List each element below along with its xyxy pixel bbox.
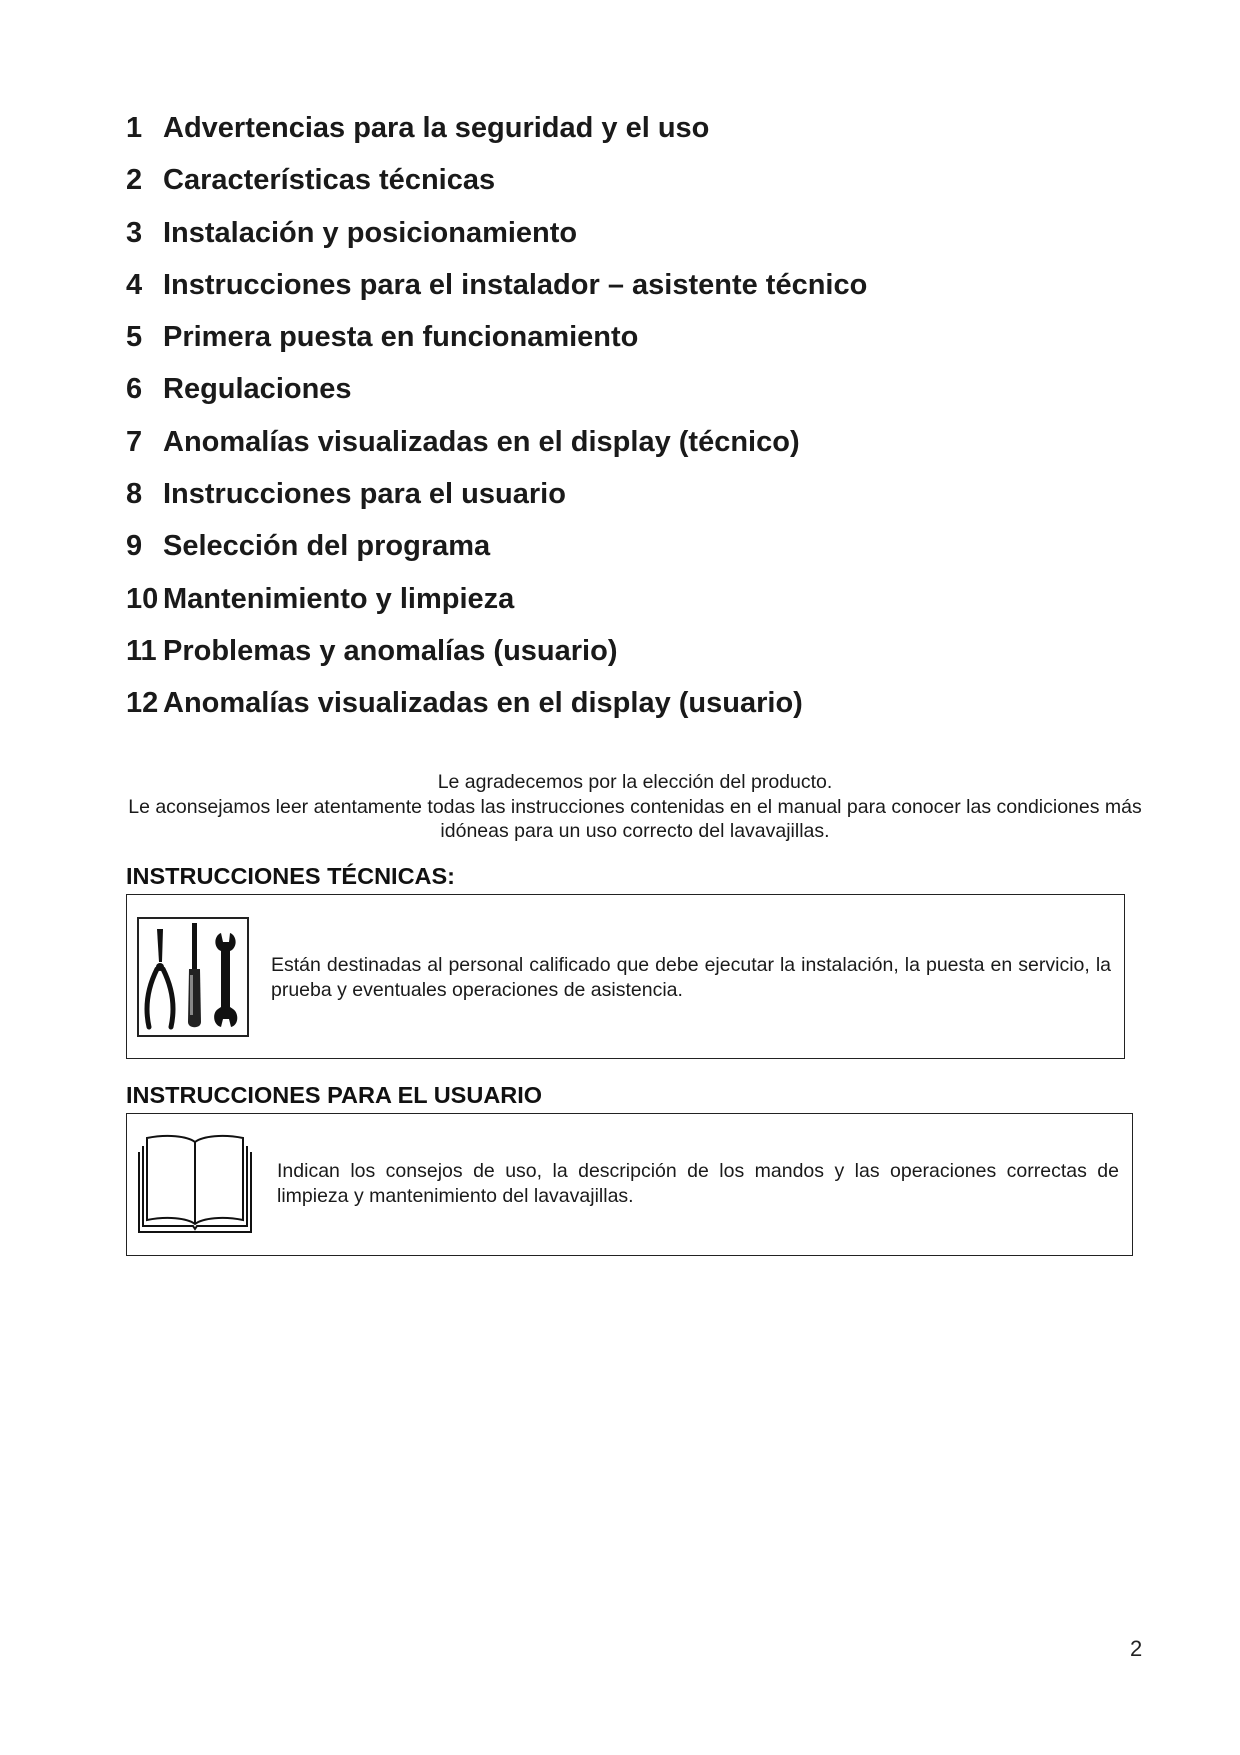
page-number: 2 [1130, 1636, 1143, 1661]
toc-number: 12 [126, 687, 159, 720]
toc-item[interactable] [126, 426, 1126, 478]
toc-item[interactable] [126, 530, 1126, 582]
toc-item[interactable] [126, 164, 1126, 216]
toc-number: 7 [126, 425, 143, 458]
toc-item[interactable] [126, 373, 1126, 425]
toc-title: Advertencias para la seguridad y el uso [163, 112, 710, 144]
toc-title: Instrucciones para el usuario [163, 478, 566, 511]
toc-title: Primera puesta en funcionamiento [163, 321, 639, 354]
toc-title: Anomalías visualizadas en el display (usuario) [163, 687, 803, 720]
open-book-icon [137, 1132, 253, 1241]
toc-title: Instrucciones para el instalador – asistente técnico [163, 268, 868, 301]
toc-number: 11 [126, 634, 157, 667]
toc-item[interactable] [126, 583, 1126, 635]
toc-title: Selección del programa [163, 530, 491, 563]
technical-instructions-box [126, 894, 1125, 1059]
toc-item[interactable] [126, 112, 1126, 164]
toc-title: Problemas y anomalías (usuario) [163, 634, 618, 667]
toc-title: Mantenimiento y limpieza [163, 582, 515, 615]
toc-title: Anomalías visualizadas en el display (técnico) [163, 425, 800, 458]
toc-number: 5 [126, 321, 143, 354]
toc-number: 4 [126, 268, 143, 301]
toc-number: 9 [126, 530, 143, 563]
user-heading: INSTRUCCIONES PARA EL USUARIO [126, 1082, 543, 1108]
toc-item[interactable] [126, 635, 1126, 687]
user-text: Indican los consejos de uso, la descripción de los mandos y las operaciones correctas de limpieza y mantenimiento del lavavajillas. [277, 1160, 1119, 1207]
toc-title: Regulaciones [163, 373, 352, 406]
tools-icon [137, 917, 249, 1042]
intro-note [126, 770, 1144, 844]
toc-item[interactable] [126, 217, 1126, 269]
user-instructions-box [126, 1113, 1133, 1256]
toc-number: 8 [126, 478, 143, 511]
table-of-contents [126, 112, 1126, 740]
intro-advice: Le aconsejamos leer atentamente todas las instrucciones contenidas en el manual para conocer las condiciones más idóneas para un uso correcto del lavavajillas. [128, 795, 1142, 842]
toc-number: 1 [126, 112, 143, 144]
intro-thanks: Le agradecemos por la elección del producto. [437, 771, 833, 793]
toc-item[interactable] [126, 687, 1126, 739]
toc-item[interactable] [126, 269, 1126, 321]
toc-title: Características técnicas [163, 164, 496, 197]
toc-number: 3 [126, 216, 143, 249]
toc-item[interactable] [126, 478, 1126, 530]
toc-title: Instalación y posicionamiento [163, 216, 578, 249]
technical-text: Están destinadas al personal calificado que debe ejecutar la instalación, la puesta en servicio, la prueba y eventuales operaciones de asistencia. [271, 954, 1111, 1001]
toc-number: 10 [126, 582, 159, 615]
toc-item[interactable] [126, 321, 1126, 373]
toc-number: 2 [126, 164, 143, 197]
technical-heading: INSTRUCCIONES TÉCNICAS: [126, 863, 456, 889]
toc-number: 6 [126, 373, 143, 406]
